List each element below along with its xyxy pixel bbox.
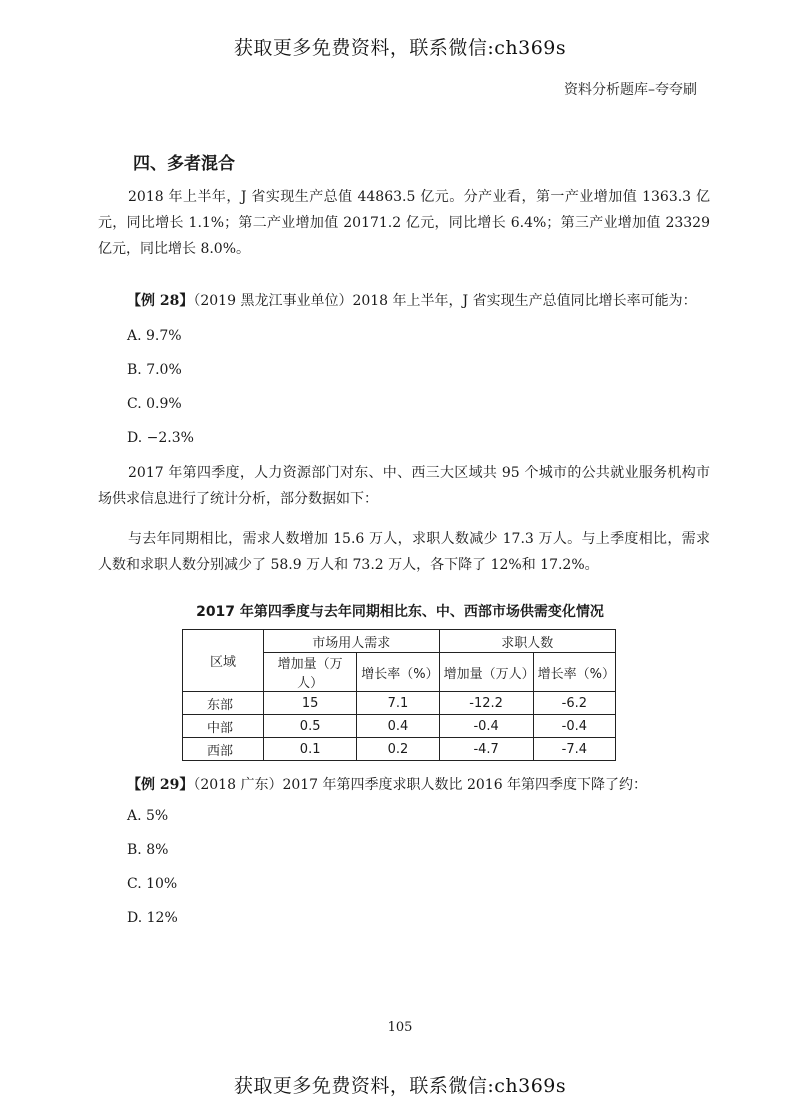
table-row — [183, 715, 616, 738]
example-29-text: （2018 广东）2017 年第四季度求职人数比 2016 年第四季度下降了约： — [193, 777, 648, 793]
cell-demand-increase: 0.1 — [264, 738, 357, 761]
cell-region: 西部 — [183, 738, 264, 761]
option-a: A. 9.7% — [127, 328, 182, 344]
cell-demand-rate: 0.4 — [357, 715, 439, 738]
example-29-question — [127, 774, 647, 794]
option-b: B. 7.0% — [127, 362, 182, 378]
option-c: C. 0.9% — [127, 396, 182, 412]
running-header: 资料分析题库–夸夸刷 — [564, 82, 697, 98]
watermark-banner-bottom: 获取更多免费资料，联系微信:ch369s — [233, 1075, 567, 1097]
header-seekers-increase: 增加量（万人） — [439, 653, 533, 692]
option-c: C. 10% — [127, 876, 178, 892]
cell-demand-increase: 0.5 — [264, 715, 357, 738]
option-b: B. 8% — [127, 842, 169, 858]
header-seekers-rate: 增长率（%） — [533, 653, 615, 692]
cell-seekers-increase: -0.4 — [439, 715, 533, 738]
cell-demand-rate: 0.2 — [357, 738, 439, 761]
cell-region: 中部 — [183, 715, 264, 738]
header-region: 区域 — [183, 630, 264, 692]
example-28-question — [127, 290, 697, 310]
cell-seekers-rate: -6.2 — [533, 692, 615, 715]
page-number: 105 — [387, 1020, 413, 1035]
header-demand-rate: 增长率（%） — [357, 653, 439, 692]
paragraph-employment: 2017 年第四季度，人力资源部门对东、中、西三大区域共 95 个城市的公共就业服务机构市场供求信息进行了统计分析，部分数据如下： — [98, 465, 710, 507]
example-28-label: 【例 28】 — [127, 293, 194, 309]
cell-demand-increase: 15 — [264, 692, 357, 715]
cell-seekers-increase: -12.2 — [439, 692, 533, 715]
header-demand-increase: 增加量（万人） — [264, 653, 357, 692]
example-28-text: （2019 黑龙江事业单位）2018 年上半年，J 省实现生产总值同比增长率可能为： — [193, 293, 697, 309]
supply-demand-table — [182, 629, 616, 761]
example-29-label: 【例 29】 — [127, 777, 194, 793]
cell-seekers-rate: -0.4 — [533, 715, 615, 738]
paragraph-supply-demand: 与去年同期相比，需求人数增加 15.6 万人，求职人数减少 17.3 万人。与上季度相比，需求人数和求职人数分别减少了 58.9 万人和 73.2 万人，各下降了 12%和 17.2%。 — [98, 531, 710, 573]
table-row — [183, 738, 616, 761]
table-row — [183, 692, 616, 715]
cell-demand-rate: 7.1 — [357, 692, 439, 715]
cell-seekers-increase: -4.7 — [439, 738, 533, 761]
paragraph-gdp: 2018 年上半年，J 省实现生产总值 44863.5 亿元。分产业看，第一产业增加值 1363.3 亿元，同比增长 1.1%；第二产业增加值 20171.2 亿元，同比增长 6.4%；第三产业增加值 23329 亿元，同比增长 8.0%。 — [98, 189, 710, 257]
cell-seekers-rate: -7.4 — [533, 738, 615, 761]
section-title: 四、多者混合 — [133, 154, 235, 174]
header-seekers: 求职人数 — [439, 630, 615, 653]
cell-region: 东部 — [183, 692, 264, 715]
option-d: D. 12% — [127, 910, 178, 926]
option-a: A. 5% — [127, 808, 169, 824]
watermark-banner-top: 获取更多免费资料，联系微信:ch369s — [233, 37, 567, 59]
table-title: 2017 年第四季度与去年同期相比东、中、西部市场供需变化情况 — [196, 604, 604, 620]
option-d: D. −2.3% — [127, 430, 194, 446]
header-demand: 市场用人需求 — [264, 630, 440, 653]
